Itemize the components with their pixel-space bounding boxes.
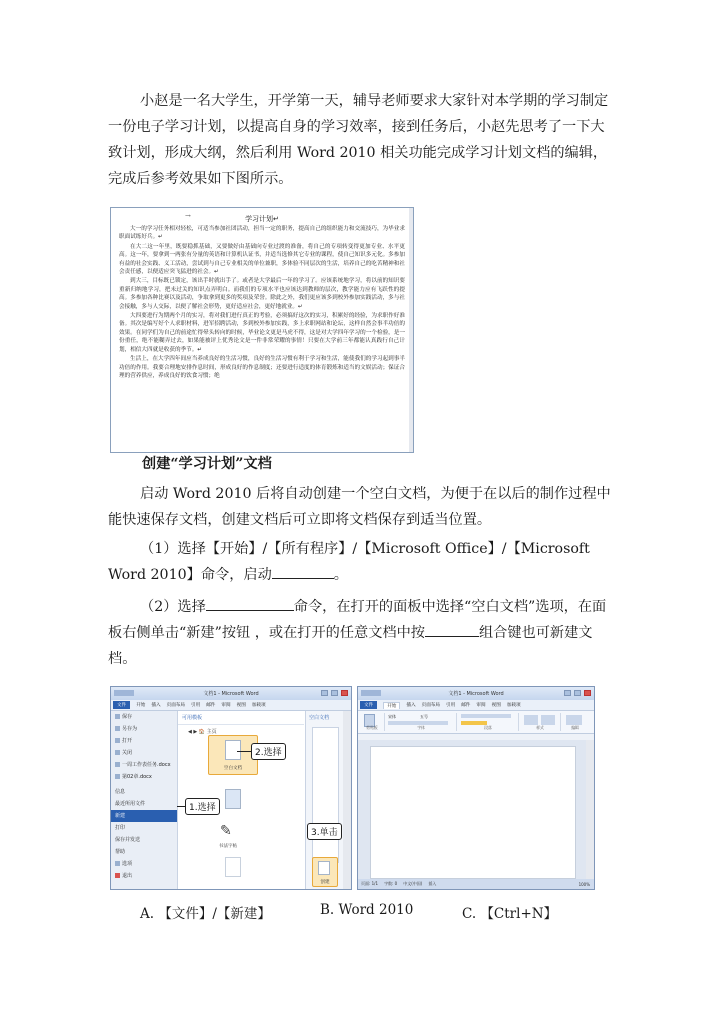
sidebar-item-info[interactable]: 信息 bbox=[115, 789, 126, 795]
option-b: B. Word 2010 bbox=[320, 902, 414, 918]
study-plan-preview-image bbox=[110, 207, 414, 453]
tab-file[interactable]: 文件 bbox=[360, 701, 377, 709]
preview-paragraph: 在大二这一年里，既要稳抓基础，又要做好由基础向专业过渡的准备，将自己的专项转变得更加专业、水平更高。这一年，要拿到一两张有分量的英语和计算机认证书，并适当选修其它专业的课程，使自己知识多元化。多参加有益的社会实践、义工活动，尝试到与自己专业相关的单位兼职，多体验不同层次的生活，培养自己的吃苦精神和社会责任感，以便适应突飞猛进的社会。↵ bbox=[119, 243, 405, 276]
status-words[interactable]: 字数: 0 bbox=[384, 881, 398, 886]
sidebar-recent-file[interactable]: 一周工作表任务.docx bbox=[111, 759, 177, 771]
sidebar-item-save-send[interactable]: 保存并发送 bbox=[115, 837, 141, 843]
sidebar-item-new[interactable]: 新建 bbox=[111, 810, 177, 822]
backstage-new-screenshot bbox=[110, 686, 352, 890]
sidebar-item-save[interactable]: 保存 bbox=[111, 711, 177, 723]
group-label: 段落 bbox=[484, 725, 492, 730]
close-icon[interactable] bbox=[584, 690, 591, 696]
tab-addins[interactable]: 加载项 bbox=[506, 703, 521, 708]
tab-insert[interactable]: 插入 bbox=[406, 703, 416, 708]
blog-label: 书法字帖 bbox=[218, 844, 238, 849]
status-language[interactable]: 中文(中国) bbox=[403, 881, 423, 886]
tab-file[interactable]: 文件 bbox=[113, 701, 130, 709]
window-controls bbox=[564, 690, 591, 696]
ribbon-tabs bbox=[111, 700, 351, 711]
paragraph-group bbox=[458, 713, 519, 731]
preview-paragraph: 到大三，目标既已锁定，该出手时就出手了。或者是大学最后一年的学习了。应该系统地学习，将以前的知识要重新归纳地学习，把未过关的知识点弄明白。而我们的专项水平也应该达到教师的层次，教学能力应有飞跃性的提高。多参加各种比赛以及活动，争取拿到更多的奖项及荣誉。除此之外，我们更应该多到校外参加实践活动，多与社会接触，多与人交际，以便了解社会形势，更好适应社会，更好地就业。↵ bbox=[119, 278, 405, 310]
sidebar-recent-file[interactable]: 第02章.docx bbox=[111, 771, 177, 783]
window-title: 文档1 - Microsoft Word bbox=[448, 691, 504, 697]
blog-pen-icon[interactable]: ✎ bbox=[220, 823, 232, 839]
question-2-middle: 命令，在打开的面板中选择“空白文档”选项，在面板右侧单击“新建”按钮 ，或在打开的任意文档中按 bbox=[108, 599, 607, 641]
preview-panel bbox=[305, 711, 343, 889]
new-doc-icon bbox=[318, 861, 330, 875]
sidebar-item-options[interactable]: 选项 bbox=[111, 858, 177, 870]
tab-arrow-mark: → bbox=[185, 212, 191, 220]
font-group bbox=[386, 713, 457, 731]
group-label: 字体 bbox=[417, 725, 425, 730]
window-title: 文档1 - Microsoft Word bbox=[203, 691, 259, 697]
body-paragraph: 启动 Word 2010 后将自动创建一个空白文档，为便于在以后的制作过程中能快速保存文档，创建文档后可立即将文档保存到适当位置。 bbox=[108, 486, 611, 528]
answer-blank-2[interactable] bbox=[206, 596, 294, 611]
preview-header: 空白文档 bbox=[309, 715, 330, 721]
save-as-icon bbox=[115, 726, 120, 731]
clipboard-group bbox=[360, 713, 385, 731]
minimize-icon[interactable] bbox=[321, 690, 328, 696]
tab-references[interactable]: 引用 bbox=[191, 703, 201, 708]
folder-icon bbox=[115, 738, 120, 743]
tab-mailings[interactable]: 邮件 bbox=[461, 703, 471, 708]
blank-page[interactable] bbox=[370, 746, 576, 879]
option-c: C. 【Ctrl+N】 bbox=[462, 906, 558, 922]
sidebar-item-help[interactable]: 帮助 bbox=[115, 849, 126, 855]
preview-pane bbox=[312, 727, 339, 863]
ribbon-home bbox=[358, 711, 594, 734]
vertical-scrollbar[interactable] bbox=[586, 740, 594, 879]
status-zoom[interactable]: 100% bbox=[578, 881, 590, 887]
question-2-end: 组合键也可新建文档。 bbox=[108, 625, 593, 667]
tab-page-layout[interactable]: 页面布局 bbox=[421, 703, 440, 708]
font-name-select[interactable]: 宋体 bbox=[388, 714, 396, 719]
styles-group bbox=[520, 713, 561, 731]
callout-step-1: 1.选择 bbox=[185, 798, 220, 815]
answer-blank-3[interactable] bbox=[425, 622, 479, 637]
sidebar-item-print[interactable]: 打印 bbox=[115, 825, 126, 831]
font-size-select[interactable]: 五号 bbox=[420, 714, 428, 719]
callout-step-3: 3.单击 bbox=[307, 823, 342, 840]
sidebar-item-open[interactable]: 打开 bbox=[111, 735, 177, 747]
maximize-icon[interactable] bbox=[574, 690, 581, 696]
tab-review[interactable]: 审阅 bbox=[476, 703, 486, 708]
window-titlebar bbox=[358, 687, 594, 700]
option-a: A. 【文件】/【新建】 bbox=[140, 906, 271, 922]
tab-review[interactable]: 审阅 bbox=[221, 703, 231, 708]
templates-header: 可用模板 bbox=[178, 711, 304, 725]
template-icon[interactable] bbox=[225, 789, 241, 809]
status-insert[interactable]: 插入 bbox=[428, 881, 437, 886]
document-area bbox=[358, 740, 586, 879]
question-1-text: （1）选择【开始】/【所有程序】/【Microsoft Office】/【Microsoft Word 2010】命令，启动 bbox=[108, 541, 590, 583]
preview-scrollbar bbox=[409, 208, 413, 452]
close-doc-icon bbox=[115, 750, 120, 755]
exit-icon bbox=[115, 873, 120, 878]
window-titlebar bbox=[111, 687, 351, 700]
save-icon bbox=[115, 714, 120, 719]
editing-button[interactable] bbox=[566, 715, 582, 725]
question-1-end: 。 bbox=[333, 567, 348, 583]
template-icon[interactable] bbox=[225, 857, 241, 877]
sidebar-item-close[interactable]: 关闭 bbox=[111, 747, 177, 759]
tab-mailings[interactable]: 邮件 bbox=[206, 703, 216, 708]
tab-home[interactable]: 开始 bbox=[383, 702, 400, 709]
section-heading: 创建“学习计划”文档 bbox=[142, 456, 272, 472]
blank-document-icon bbox=[225, 740, 241, 760]
window-controls bbox=[321, 690, 348, 696]
question-1 bbox=[108, 536, 618, 588]
status-bar bbox=[358, 879, 594, 889]
word-doc-icon bbox=[115, 774, 120, 779]
backstage-sidebar bbox=[111, 711, 178, 889]
maximize-icon[interactable] bbox=[331, 690, 338, 696]
create-button[interactable] bbox=[312, 857, 338, 887]
question-2-start: （2）选择 bbox=[140, 599, 206, 615]
options-icon bbox=[115, 861, 120, 866]
quick-access-toolbar bbox=[114, 690, 134, 696]
tab-addins[interactable]: 加载项 bbox=[251, 703, 266, 708]
group-label: 样式 bbox=[536, 725, 544, 730]
tab-references[interactable]: 引用 bbox=[446, 703, 456, 708]
preview-paragraph: 生活上，在大学四年间应当养成良好的生活习惯，良好的生活习惯有利于学习和生活，能使我们的学习起到事半功倍的作用。我要合理地安排作息时间，形成良好的作息制度；还要进行适度的体育锻炼和适当的文娱活动；保证合理的营养供应，养成良好的饮食习惯；绝 bbox=[119, 356, 405, 379]
answer-blank-1[interactable] bbox=[272, 564, 334, 579]
list-buttons[interactable] bbox=[461, 714, 511, 718]
status-page[interactable]: 页面: 1/1 bbox=[361, 881, 379, 886]
tab-home[interactable]: 开始 bbox=[136, 703, 146, 708]
word-window-screenshot bbox=[357, 686, 595, 890]
sidebar-item-recent[interactable]: 最近所用文件 bbox=[115, 801, 146, 807]
close-icon[interactable] bbox=[341, 690, 348, 696]
quick-styles-button[interactable] bbox=[524, 715, 538, 725]
blank-document-label: 空白文档 bbox=[223, 766, 243, 771]
backstage-scrollbar[interactable] bbox=[343, 711, 351, 889]
tab-view[interactable]: 视图 bbox=[236, 703, 246, 708]
group-label: 编辑 bbox=[571, 725, 579, 730]
preview-paragraph: 大一的学习任务相对轻松，可适当参加社团活动，担当一定的职务，提高自己的组织能力和交流技巧，为毕业求职面试练好兵。↵ bbox=[119, 226, 405, 241]
callout-step-2: 2.选择 bbox=[251, 743, 286, 760]
editing-group bbox=[562, 713, 588, 731]
templates-nav[interactable]: ◀ ▶ 🏠 主页 bbox=[188, 729, 217, 735]
tab-view[interactable]: 视图 bbox=[491, 703, 501, 708]
sidebar-item-exit[interactable]: 退出 bbox=[111, 870, 177, 882]
preview-title: 学习计划↵ bbox=[245, 215, 279, 223]
intro-paragraph: 小赵是一名大学生，开学第一天，辅导老师要求大家针对本学期的学习制定一份电子学习计划，以提高自身的学习效率，接到任务后，小赵先思考了一下大致计划，形成大纲，然后利用 Word 2010 相关功能完成学习计划文档的编辑，完成后参考效果如下图所示。 bbox=[108, 93, 609, 187]
ribbon-tabs bbox=[358, 700, 594, 711]
preview-paragraph: 大四要进行为期两个月的实习，将对我们进行真正的考验，必须搞好这次的实习，积累好的经验，为求职作好准备。其次是编写好个人求职材料，进军招聘活动，多到校外参加实践，多上求职网站和论坛，这样自然会事半功倍的效果。在同学们为自己的前途忙得晕头转向的时候，毕业论文更是马虎不得，这是对大学四年学习的一个检验，是一份重任，绝不能糊弄过去，如果能被评上优秀论文是一件非常荣耀的事情！只要在大学前三年都能认真践行自己计划，相信大四就是收获的季节。↵ bbox=[119, 313, 405, 353]
tab-insert[interactable]: 插入 bbox=[151, 703, 161, 708]
change-styles-button[interactable] bbox=[541, 715, 555, 725]
create-label: 创建 bbox=[320, 880, 330, 885]
minimize-icon[interactable] bbox=[564, 690, 571, 696]
sidebar-item-save-as[interactable]: 另存为 bbox=[111, 723, 177, 735]
question-2 bbox=[108, 594, 618, 672]
word-doc-icon bbox=[115, 762, 120, 767]
quick-access-toolbar bbox=[361, 690, 381, 696]
tab-page-layout[interactable]: 页面布局 bbox=[166, 703, 185, 708]
group-label: 剪贴板 bbox=[366, 725, 378, 730]
